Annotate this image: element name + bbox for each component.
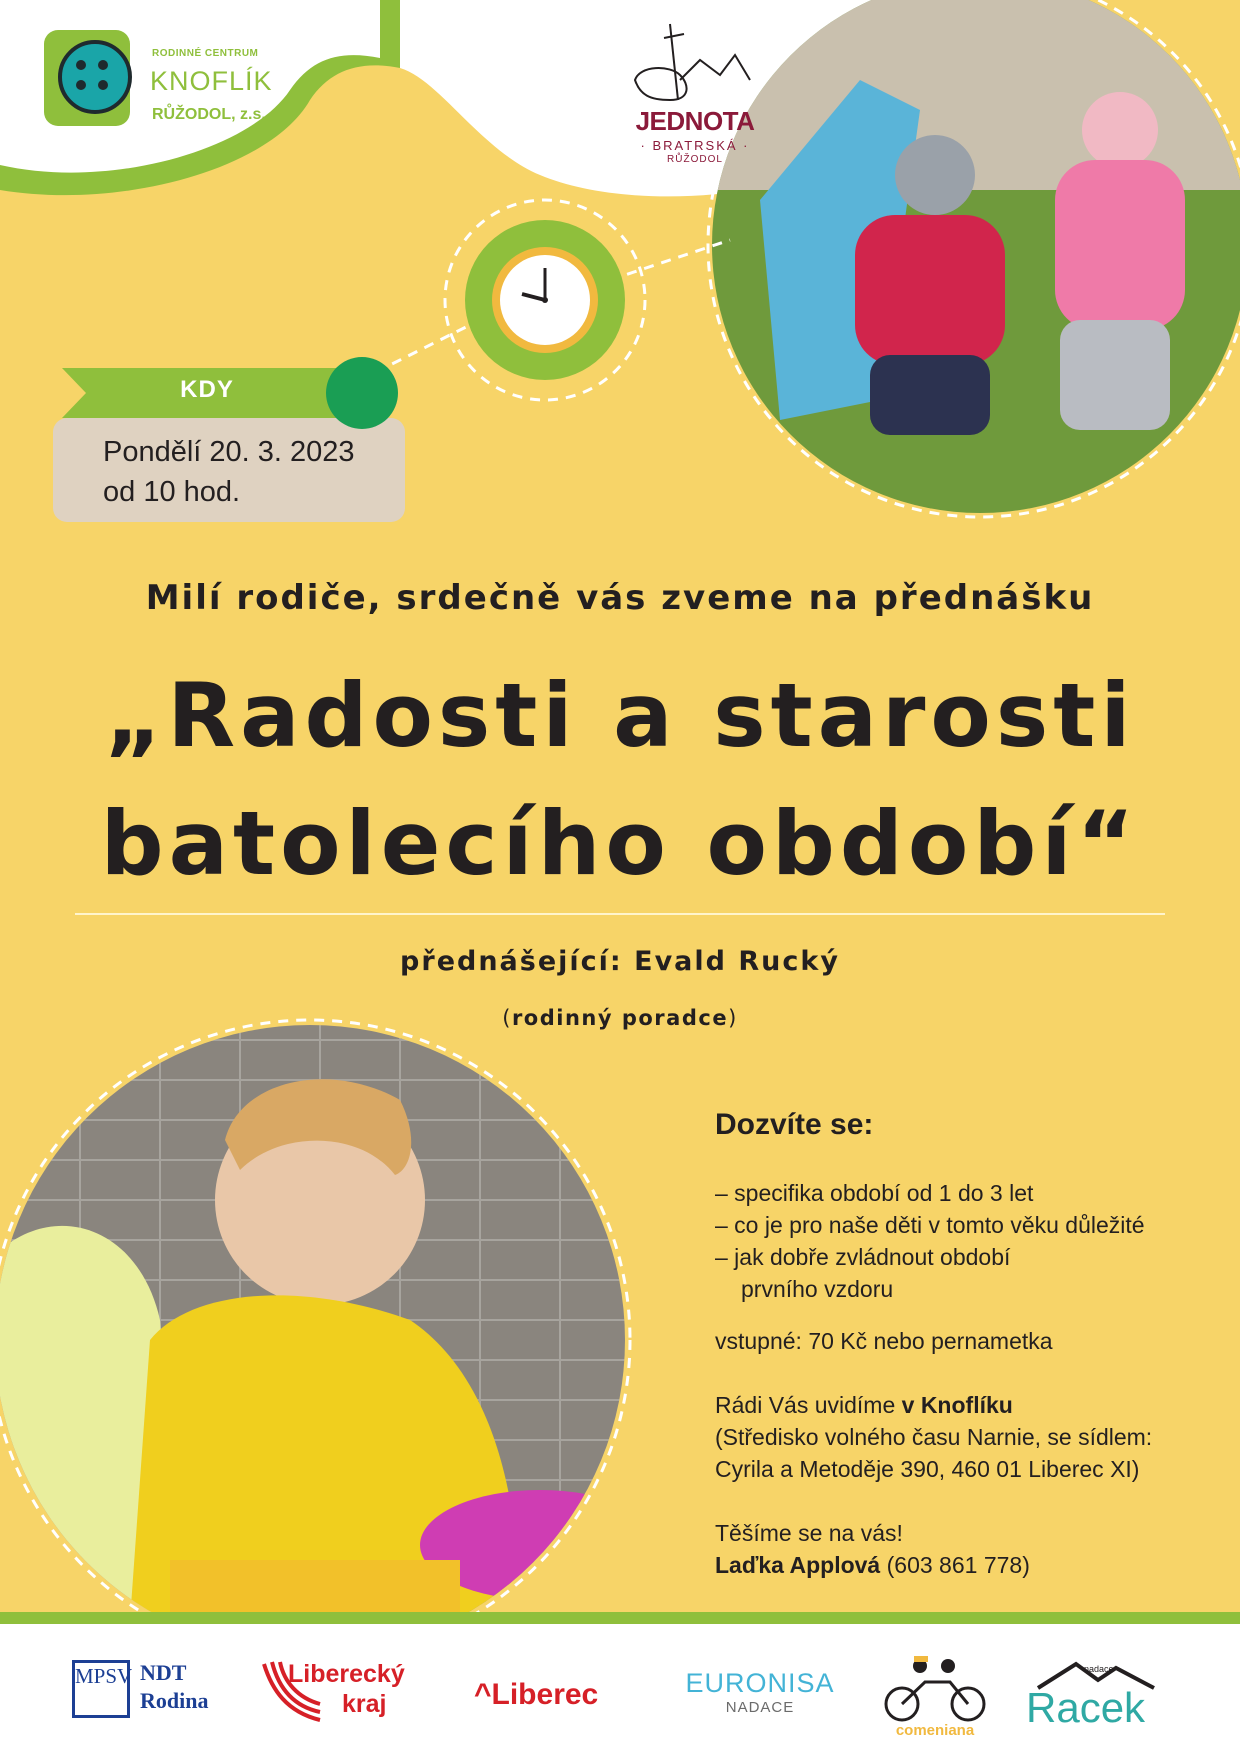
details-bullet: prvního vzdoru <box>741 1276 894 1302</box>
details-bullet: – jak dobře zvládnout období <box>715 1244 1011 1270</box>
event-date: Pondělí 20. 3. 2023 <box>103 436 355 468</box>
lamb-cross-icon <box>610 20 780 110</box>
lecturer-role: (rodinný poradce) <box>502 1006 738 1030</box>
entry-fee: vstupné: 70 Kč nebo pernametka <box>715 1328 1053 1354</box>
jednota-logo-line2: · BRATRSKÁ · <box>640 138 750 153</box>
liberec-logo: ^Liberec <box>474 1678 599 1711</box>
child-eating-photo <box>0 1020 660 1660</box>
tandem-bicycle-icon <box>880 1652 990 1722</box>
footer-band <box>0 1612 1240 1624</box>
knoflik-logo-line2: KNOFLÍK <box>150 66 273 96</box>
details-bullet: – co je pro naše děti v tomto věku důležité <box>715 1212 1145 1238</box>
racek-logo: nadace Racek <box>1026 1660 1176 1736</box>
details-bullet: – specifika období od 1 do 3 let <box>715 1180 1034 1206</box>
when-dot <box>326 357 398 429</box>
knoflik-logo <box>40 26 273 136</box>
details-heading: Dozvíte se: <box>715 1108 874 1141</box>
kids-playing-photo <box>700 0 1240 520</box>
closing-line: Těšíme se na vás! <box>715 1520 903 1546</box>
knoflik-logo-line1: RODINNÉ CENTRUM <box>152 48 259 59</box>
event-time: od 10 hod. <box>103 476 241 508</box>
jednota-logo <box>610 20 780 170</box>
knoflik-logo-line3: RŮŽODOL, z.s. <box>152 106 266 123</box>
button-logo-icon <box>44 30 130 126</box>
divider <box>75 913 1165 915</box>
when-label: KDY <box>180 376 234 403</box>
jednota-logo-line3: RŮŽODOL <box>667 154 723 165</box>
lecture-title-line2: batolecího období“ <box>100 792 1140 895</box>
venue-line2: (Středisko volného času Narnie, se sídlem: <box>715 1424 1153 1450</box>
lecture-title-line1: „Radosti a starosti <box>104 664 1136 767</box>
jednota-logo-name: JEDNOTA <box>635 106 755 136</box>
contact: Laďka Applová (603 861 778) <box>715 1552 1030 1578</box>
euronisa-logo: EURONISA NADACE <box>685 1668 835 1716</box>
liberecky-kraj-logo: Liberecký kraj <box>262 1660 422 1726</box>
comeniana-logo: comeniana <box>880 1652 990 1742</box>
venue-line1: Rádi Vás uvidíme v Knoflíku <box>715 1392 1013 1418</box>
clock-icon <box>465 220 625 380</box>
venue-line3: Cyrila a Metoděje 390, 460 01 Liberec XI) <box>715 1456 1140 1482</box>
mpsv-logo: MPSV NDT Rodina <box>72 1660 224 1718</box>
invitation-intro: Milí rodiče, srdečně vás zveme na přednášku <box>145 578 1095 618</box>
lecturer: přednášející: Evald Rucký <box>400 946 840 977</box>
